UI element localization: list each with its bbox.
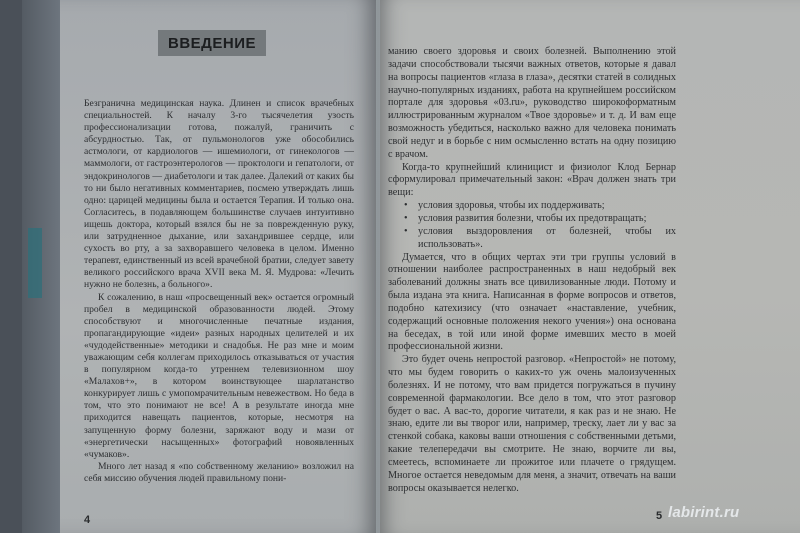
paragraph: Когда-то крупнейший клиницист и физиолог Клод Бернар сформулировал примечательный закон: «Врач должен знать три вещи:	[388, 161, 676, 199]
bullet-list	[388, 200, 676, 251]
watermark: labirint.ru	[668, 504, 740, 521]
paragraph: Много лет назад я «по собственному желанию» возложил на себя миссию обучения людей правильному пони-	[84, 460, 354, 484]
page-number-right: 5	[656, 510, 663, 522]
paragraph: манию своего здоровья и своих болезней. Выполнению этой задачи способствовали тысячи важных ответов, которые я давал на вопросы пациентов «глаза в глаза», десятки статей в солидных научно-популярных изданиях, работа на крупнейшем российском портале для здоровья «03.ru», руководство широкоформатным иллюстрированным журналом «Твое здоровье» и т. д. И вам еще возможность убедиться, насколько важно для человека понимать свой недуг и в борьбе с ним осмысленно встать на одну позицию с врачом.	[388, 46, 676, 160]
list-item: • условия выздоровления от болезней, чтобы их использовать».	[418, 226, 676, 252]
right-page-text	[388, 46, 676, 496]
paragraph: Это будет очень непростой разговор. «Непростой» не потому, что мы будем говорить о каких-то уж очень малоизученных болезнях. И не потому, что вам придется погружаться в пучину современной фармакологии. Все дело в том, что этот разговор будет о вас. А вас-то, дорогие читатели, я как раз и не знаю. Не знаю, едите ли вы творог или, например, треску, лает ли у вас за стенкой собака, каковы ваши отношения с собственными детьми, какие телепередачи вы смотрите. Не знаю, ворчите ли вы, смеетесь, вспоминаете ли прожитое или плачете о грядущем. Многое остается неведомым для меня, а значит, отвечать на ваши вопросы оказывается нелегко.	[388, 354, 676, 494]
paragraph: Безгранична медицинская наука. Длинен и список врачебных специальностей. К началу 3-го тысячелетия узость профессионализации готова, пожалуй, граничить с абсурдностью. Так, от пульмонологов уже обособились астмологи, от кардиологов — ишемиологи, от гинекологов — маммологи, от гастроэнтерологов — проктологи и гепатологи, от эндокринологов — диабетологи и так далее. Далекий от каких бы то ни было негативных комментариев, посмею утверждать лишь одно: царицей медицины была и остается Терапия. И только она. Согласитесь, в подавляющем большинстве случаев интуитивно ищешь доктора, который взялся бы не за поврежденную руку, или затрудненное дыхание, или захандрившее сердце, или сухость во рту, а за захворавшего человека в целом. Именно терапевт, единственный из всей врачебной братии, следует завету великого российского врача XVII века М. Я. Мудрова: «Лечить нужно не болезнь, а больного».	[84, 98, 354, 291]
left-page-text	[84, 98, 354, 485]
bookmark-ribbon	[28, 228, 42, 298]
list-item: • условия развития болезни, чтобы их предотвращать;	[418, 213, 676, 226]
list-item: • условия здоровья, чтобы их поддерживать;	[418, 200, 676, 213]
page-number-left: 4	[84, 514, 91, 526]
paragraph: Думается, что в общих чертах эти три группы условий в отношении наиболее распространенных в наш недобрый век заболеваний должны знать все цивилизованные люди. Потому и была издана эта книга. Написанная в форме вопросов и ответов, подобно катехизису (что означает «наставление, учебник, содержащий основные положения некого учения») она основана на беседах, в той или иной форме имевших место в моей профессиональной жизни.	[388, 251, 676, 353]
paragraph: К сожалению, в наш «просвещенный век» остается огромный пробел в медицинской образованности людей. Этому способствуют и многочисленные печатные издания, пропагандирующие «идеи» разных народных целителей и их «чудодейственные» методики и снадобья. Не раз мне и моим уважающим себя коллегам приходилось отказываться от участия в популярном когда-то утреннем телевизионном шоу «Малахов+», в котором воинствующее шарлатанство конкурирует лишь с умопомрачительным невежеством. Но беда в том, что это понимают не все! А в результате иногда мне приходится навещать пациентов, которые, несмотря на запущенную форму болезни, заряжают воду и мази от «энергетически насыщенных» фотографий новоявленных «чумаков».	[84, 291, 354, 460]
book-edge	[22, 0, 60, 533]
chapter-heading: ВВЕДЕНИЕ	[158, 30, 266, 56]
